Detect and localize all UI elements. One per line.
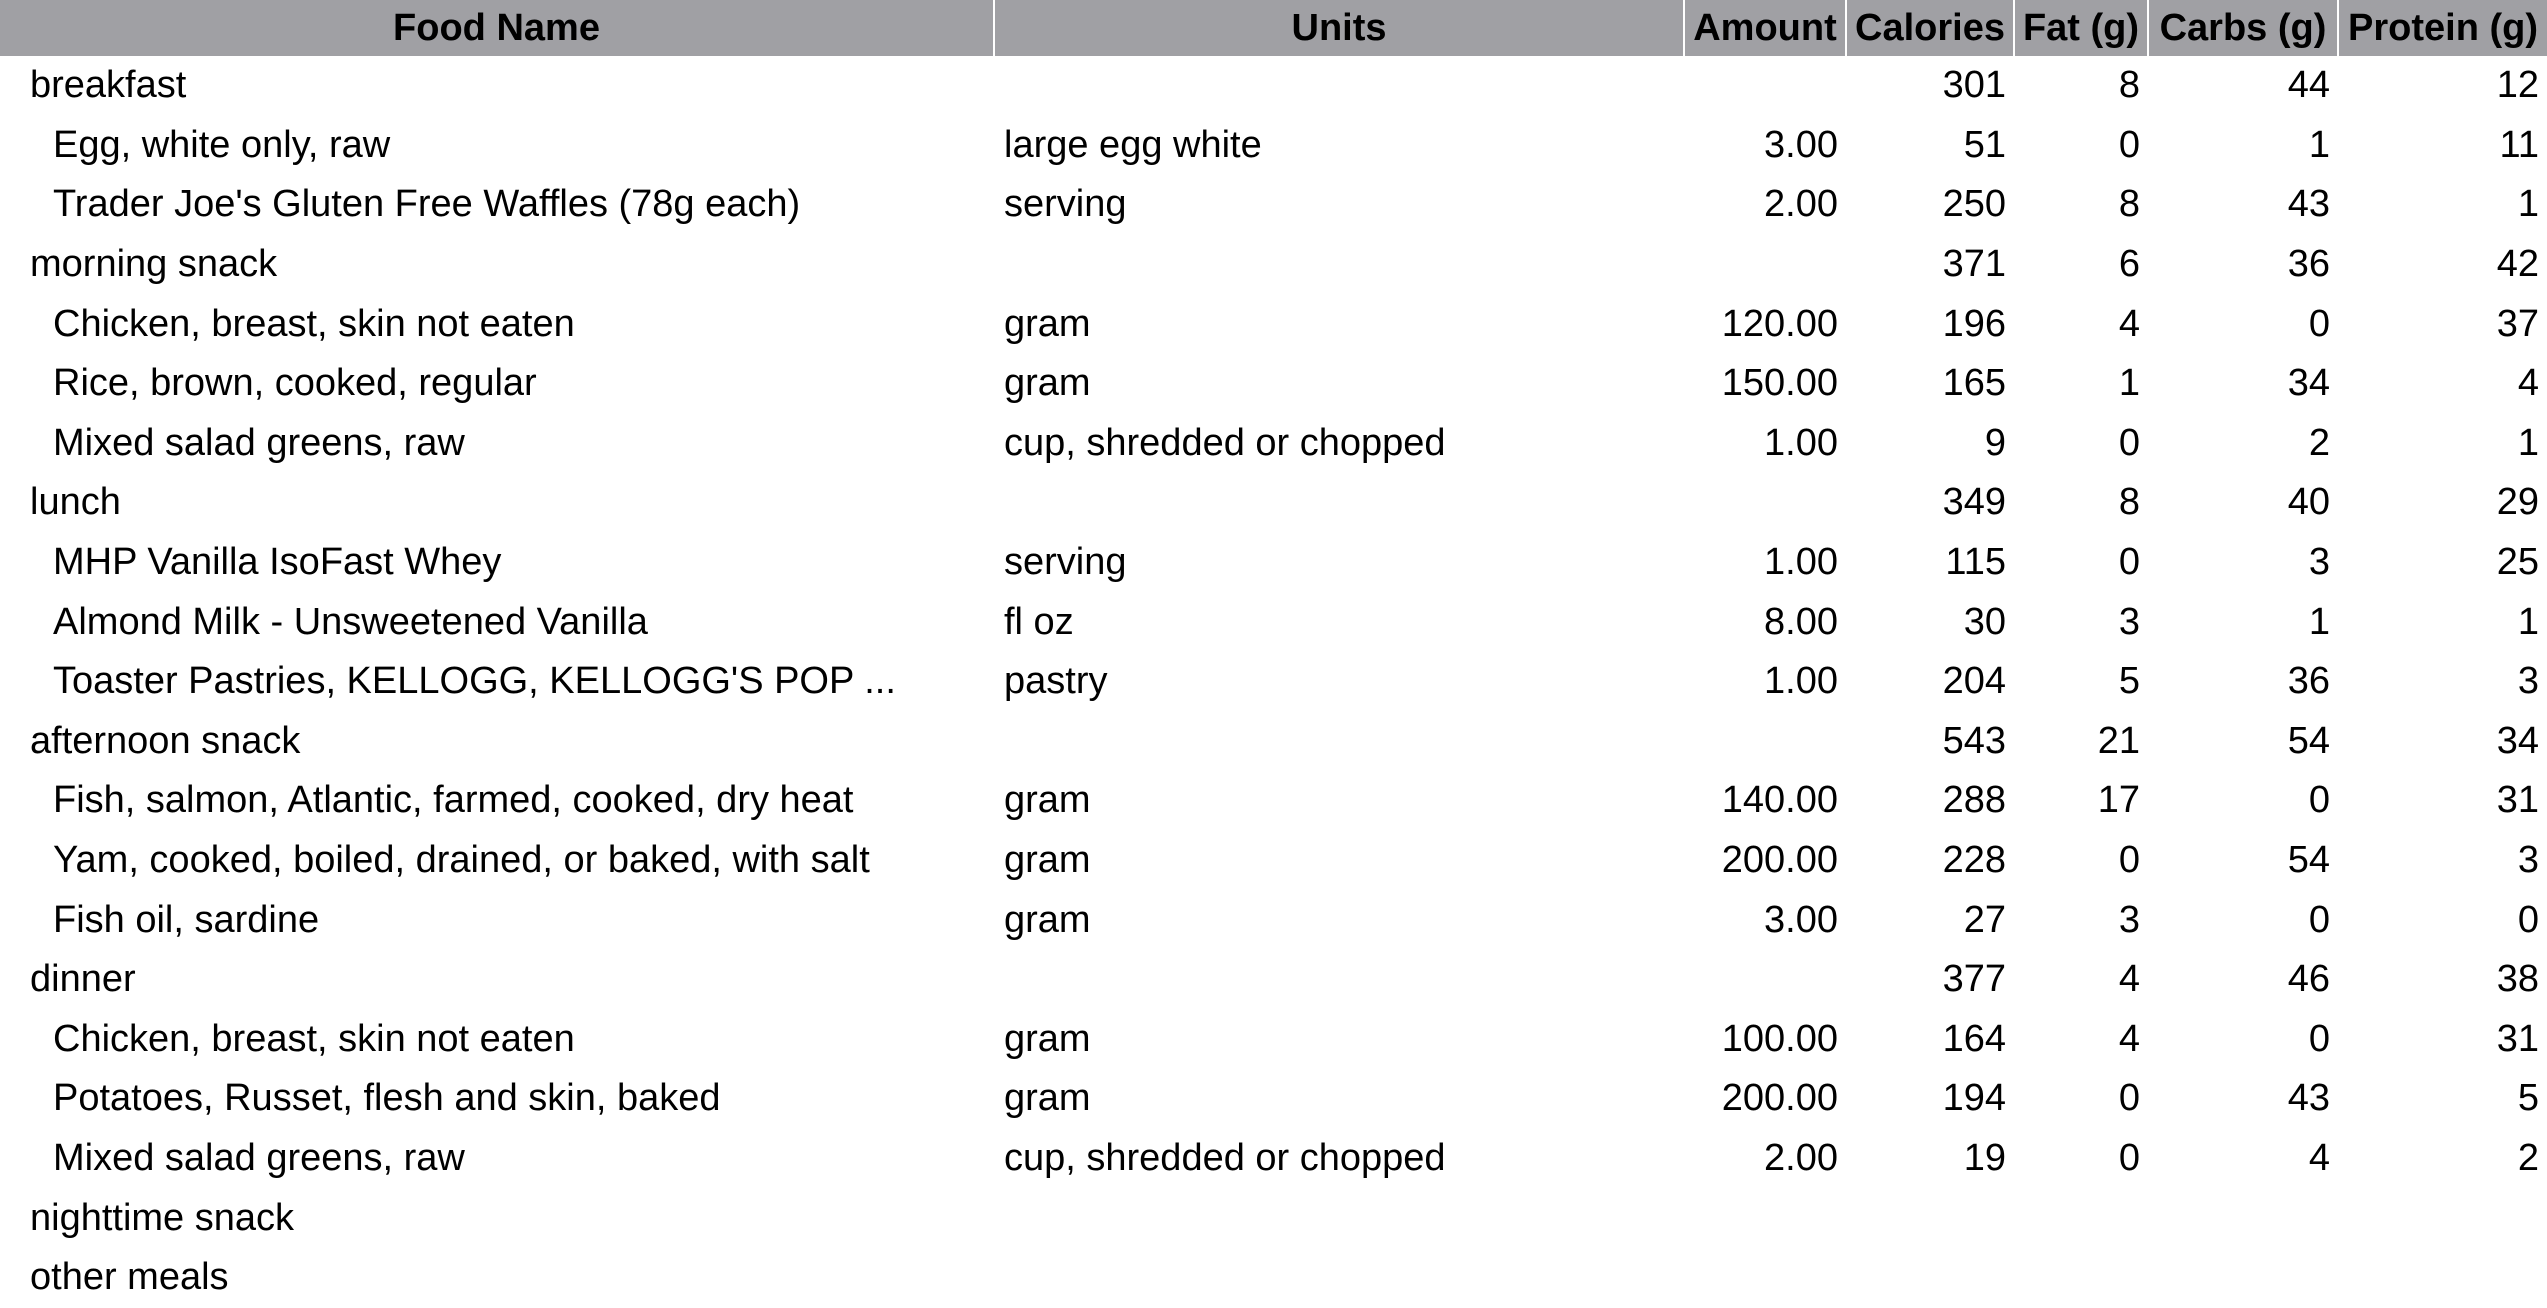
amount-cell xyxy=(1684,950,1846,1010)
units-cell: large egg white xyxy=(1004,123,1262,166)
protein-cell: 37 xyxy=(2496,302,2539,345)
units-cell: gram xyxy=(1004,839,1091,882)
carbs-cell: 36 xyxy=(2287,243,2330,286)
food-name-cell: Fish, salmon, Atlantic, farmed, cooked, dry heat xyxy=(53,779,854,822)
meal-name-cell: lunch xyxy=(30,481,121,524)
units-cell: gram xyxy=(1004,1017,1091,1060)
fat-cell xyxy=(2014,1188,2148,1248)
protein-cell: 0 xyxy=(2517,898,2539,941)
amount-cell xyxy=(1684,1188,1846,1248)
food-name-cell: Potatoes, Russet, flesh and skin, baked xyxy=(53,1077,721,1120)
food-name-cell: Egg, white only, raw xyxy=(53,123,391,166)
carbs-cell: 43 xyxy=(2287,1077,2330,1120)
units-cell xyxy=(994,1188,1684,1248)
fat-cell: 6 xyxy=(2118,243,2140,286)
meal-group-row[interactable] xyxy=(0,712,2547,772)
table-body xyxy=(0,56,2547,1307)
fat-cell: 0 xyxy=(2118,839,2140,882)
food-name-cell: Fish oil, sardine xyxy=(53,898,320,941)
carbs-cell: 3 xyxy=(2308,541,2330,584)
fat-cell: 3 xyxy=(2118,898,2140,941)
amount-cell xyxy=(1684,235,1846,295)
protein-cell: 42 xyxy=(2496,243,2539,286)
amount-cell xyxy=(1684,712,1846,772)
food-name-cell: Toaster Pastries, KELLOGG, KELLOGG'S POP ... xyxy=(53,660,896,703)
fat-cell: 4 xyxy=(2118,302,2140,345)
food-item-row[interactable] xyxy=(0,1010,2547,1070)
calories-cell: 115 xyxy=(1945,541,2006,584)
units-cell xyxy=(994,235,1684,295)
protein-cell xyxy=(2338,1188,2547,1248)
protein-cell: 25 xyxy=(2496,541,2539,584)
carbs-cell: 46 xyxy=(2287,958,2330,1001)
protein-cell: 2 xyxy=(2517,1136,2539,1179)
amount-cell: 100.00 xyxy=(1721,1017,1838,1060)
protein-cell: 3 xyxy=(2517,660,2539,703)
calories-cell: 19 xyxy=(1963,1136,2006,1179)
units-cell xyxy=(994,950,1684,1010)
column-header-carbs[interactable]: Carbs (g) xyxy=(2148,0,2338,56)
protein-cell: 1 xyxy=(2517,600,2539,643)
carbs-cell xyxy=(2148,1248,2338,1308)
units-cell: gram xyxy=(1004,1077,1091,1120)
food-item-row[interactable] xyxy=(0,294,2547,354)
food-item-row[interactable] xyxy=(0,533,2547,593)
food-name-cell: Mixed salad greens, raw xyxy=(53,1136,465,1179)
fat-cell: 4 xyxy=(2118,1017,2140,1060)
protein-cell: 1 xyxy=(2517,421,2539,464)
units-cell: cup, shredded or chopped xyxy=(1004,1136,1446,1179)
calories-cell: 165 xyxy=(1942,362,2006,405)
carbs-cell: 4 xyxy=(2308,1136,2330,1179)
meal-name-cell: other meals xyxy=(30,1256,229,1299)
calories-cell xyxy=(1846,1188,2014,1248)
amount-cell: 140.00 xyxy=(1721,779,1838,822)
calories-cell: 30 xyxy=(1963,600,2006,643)
units-cell: gram xyxy=(1004,302,1091,345)
amount-cell xyxy=(1684,473,1846,533)
food-name-cell: Mixed salad greens, raw xyxy=(53,421,465,464)
units-cell: serving xyxy=(1004,183,1127,226)
calories-cell: 250 xyxy=(1942,183,2006,226)
column-header-units[interactable]: Units xyxy=(994,0,1684,56)
carbs-cell: 54 xyxy=(2287,719,2330,762)
calories-cell xyxy=(1846,1248,2014,1308)
carbs-cell: 0 xyxy=(2308,1017,2330,1060)
calories-cell: 9 xyxy=(1984,421,2006,464)
food-item-row[interactable] xyxy=(0,1069,2547,1129)
fat-cell: 3 xyxy=(2118,600,2140,643)
protein-cell: 34 xyxy=(2496,719,2539,762)
calories-cell: 164 xyxy=(1942,1017,2006,1060)
food-name-cell: Chicken, breast, skin not eaten xyxy=(53,1017,575,1060)
fat-cell: 4 xyxy=(2118,958,2140,1001)
carbs-cell: 34 xyxy=(2287,362,2330,405)
calories-cell: 371 xyxy=(1942,243,2006,286)
amount-cell: 8.00 xyxy=(1764,600,1838,643)
meal-name-cell: morning snack xyxy=(30,243,278,286)
calories-cell: 204 xyxy=(1942,660,2006,703)
meal-name-cell: nighttime snack xyxy=(30,1196,295,1239)
food-name-cell: MHP Vanilla IsoFast Whey xyxy=(53,541,502,584)
meal-group-row[interactable] xyxy=(0,950,2547,1010)
units-cell: cup, shredded or chopped xyxy=(1004,421,1446,464)
protein-cell: 29 xyxy=(2496,481,2539,524)
protein-cell: 31 xyxy=(2496,1017,2539,1060)
fat-cell: 1 xyxy=(2118,362,2140,405)
food-item-row[interactable] xyxy=(0,771,2547,831)
meal-group-row[interactable] xyxy=(0,1248,2547,1308)
food-name-cell: Chicken, breast, skin not eaten xyxy=(53,302,575,345)
meal-group-row[interactable] xyxy=(0,56,2547,116)
food-name-cell: Rice, brown, cooked, regular xyxy=(53,362,537,405)
amount-cell: 3.00 xyxy=(1764,123,1838,166)
calories-cell: 377 xyxy=(1942,958,2006,1001)
amount-cell xyxy=(1684,56,1846,116)
fat-cell xyxy=(2014,1248,2148,1308)
protein-cell: 3 xyxy=(2517,839,2539,882)
carbs-cell: 1 xyxy=(2308,600,2330,643)
meal-name-cell: breakfast xyxy=(30,64,187,107)
protein-cell: 38 xyxy=(2496,958,2539,1001)
carbs-cell: 0 xyxy=(2308,302,2330,345)
calories-cell: 543 xyxy=(1942,719,2006,762)
fat-cell: 8 xyxy=(2118,64,2140,107)
fat-cell: 8 xyxy=(2118,183,2140,226)
column-header-amount[interactable]: Amount xyxy=(1684,0,1846,56)
fat-cell: 21 xyxy=(2097,719,2140,762)
calories-cell: 288 xyxy=(1942,779,2006,822)
amount-cell: 2.00 xyxy=(1764,1136,1838,1179)
fat-cell: 0 xyxy=(2118,1136,2140,1179)
header-row xyxy=(0,0,2547,56)
carbs-cell: 40 xyxy=(2287,481,2330,524)
food-item-row[interactable] xyxy=(0,175,2547,235)
units-cell xyxy=(994,473,1684,533)
food-item-row[interactable] xyxy=(0,414,2547,474)
meal-name-cell: afternoon snack xyxy=(30,719,301,762)
calories-cell: 27 xyxy=(1963,898,2006,941)
column-header-protein[interactable]: Protein (g) xyxy=(2338,0,2547,56)
protein-cell xyxy=(2338,1248,2547,1308)
calories-cell: 196 xyxy=(1942,302,2006,345)
units-cell: serving xyxy=(1004,541,1127,584)
meal-group-row[interactable] xyxy=(0,1188,2547,1248)
units-cell: gram xyxy=(1004,779,1091,822)
carbs-cell: 1 xyxy=(2308,123,2330,166)
fat-cell: 17 xyxy=(2097,779,2140,822)
amount-cell: 200.00 xyxy=(1721,1077,1838,1120)
meal-name-cell: dinner xyxy=(30,958,136,1001)
units-cell xyxy=(994,56,1684,116)
fat-cell: 8 xyxy=(2118,481,2140,524)
protein-cell: 4 xyxy=(2517,362,2539,405)
protein-cell: 11 xyxy=(2499,123,2539,166)
food-name-cell: Yam, cooked, boiled, drained, or baked, with salt xyxy=(53,839,870,882)
meal-group-row[interactable] xyxy=(0,473,2547,533)
fat-cell: 0 xyxy=(2118,541,2140,584)
carbs-cell: 54 xyxy=(2287,839,2330,882)
carbs-cell: 36 xyxy=(2287,660,2330,703)
calories-cell: 194 xyxy=(1942,1077,2006,1120)
food-item-row[interactable] xyxy=(0,116,2547,176)
units-cell: pastry xyxy=(1004,660,1108,703)
calories-cell: 228 xyxy=(1942,839,2006,882)
amount-cell: 1.00 xyxy=(1764,421,1838,464)
units-cell: gram xyxy=(1004,898,1091,941)
column-header-food-name[interactable]: Food Name xyxy=(0,0,994,56)
fat-cell: 0 xyxy=(2118,1077,2140,1120)
units-cell: gram xyxy=(1004,362,1091,405)
food-name-cell: Almond Milk - Unsweetened Vanilla xyxy=(53,600,648,643)
food-item-row[interactable] xyxy=(0,890,2547,950)
protein-cell: 12 xyxy=(2496,64,2539,107)
meal-group-row[interactable] xyxy=(0,235,2547,295)
food-name-cell: Trader Joe's Gluten Free Waffles (78g each) xyxy=(53,183,801,226)
amount-cell: 120.00 xyxy=(1721,302,1838,345)
fat-cell: 0 xyxy=(2118,421,2140,464)
amount-cell: 2.00 xyxy=(1764,183,1838,226)
food-item-row[interactable] xyxy=(0,652,2547,712)
food-item-row[interactable] xyxy=(0,592,2547,652)
carbs-cell: 43 xyxy=(2287,183,2330,226)
protein-cell: 5 xyxy=(2517,1077,2539,1120)
food-item-row[interactable] xyxy=(0,831,2547,891)
food-item-row[interactable] xyxy=(0,1129,2547,1189)
carbs-cell: 2 xyxy=(2308,421,2330,464)
calories-cell: 51 xyxy=(1963,123,2006,166)
units-cell: fl oz xyxy=(1004,600,1074,643)
amount-cell: 3.00 xyxy=(1764,898,1838,941)
units-cell xyxy=(994,1248,1684,1308)
amount-cell: 1.00 xyxy=(1764,660,1838,703)
carbs-cell xyxy=(2148,1188,2338,1248)
fat-cell: 5 xyxy=(2118,660,2140,703)
carbs-cell: 44 xyxy=(2287,64,2330,107)
amount-cell: 150.00 xyxy=(1721,362,1838,405)
units-cell xyxy=(994,712,1684,772)
amount-cell xyxy=(1684,1248,1846,1308)
amount-cell: 1.00 xyxy=(1764,541,1838,584)
column-header-calories[interactable]: Calories xyxy=(1846,0,2014,56)
calories-cell: 349 xyxy=(1942,481,2006,524)
amount-cell: 200.00 xyxy=(1721,839,1838,882)
fat-cell: 0 xyxy=(2118,123,2140,166)
carbs-cell: 0 xyxy=(2308,898,2330,941)
carbs-cell: 0 xyxy=(2308,779,2330,822)
protein-cell: 1 xyxy=(2517,183,2539,226)
protein-cell: 31 xyxy=(2496,779,2539,822)
column-header-fat[interactable]: Fat (g) xyxy=(2014,0,2148,56)
calories-cell: 301 xyxy=(1942,64,2006,107)
food-item-row[interactable] xyxy=(0,354,2547,414)
